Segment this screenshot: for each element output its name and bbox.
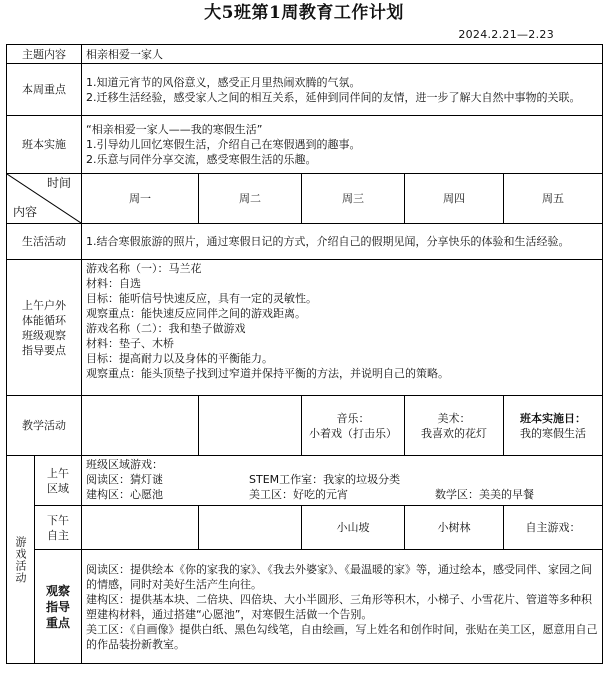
theme-label: 主题内容 bbox=[7, 45, 82, 64]
area-art: 美工区：好吃的元宵 bbox=[249, 488, 348, 501]
morning-area-content bbox=[82, 456, 603, 506]
class-impl-label: 班本实施 bbox=[7, 116, 82, 174]
afternoon-thu: 小树林 bbox=[405, 506, 504, 550]
outdoor-text: 游戏名称（一）：马兰花 材料：自选 目标：能听信号快速反应，具有一定的灵敏性。 观察重点：能快速反应同伴之间的游戏距离。 游戏名称（二）：我和垫子做游戏 材料：垫子、木桥 目标：提高耐力以及身体的平衡能力。 观察重点：能头顶垫子找到过窄道并保持平衡的方法，并说明自己的策略。 bbox=[82, 260, 603, 396]
teaching-fri-text: 我的寒假生活 bbox=[520, 426, 587, 440]
teaching-mon bbox=[82, 396, 199, 456]
page-title: 大5班第1周教育工作计划 bbox=[204, 3, 404, 23]
date-range: 2024.2.21—2.23 bbox=[458, 28, 554, 41]
area-stem: STEM工作室：我家的垃圾分类 bbox=[249, 473, 401, 486]
outdoor-label: 上午户外 体能循环 班级观察 指导要点 bbox=[7, 260, 82, 396]
area-construction: 建构区：心愿池 bbox=[86, 488, 163, 501]
afternoon-wed: 小山坡 bbox=[302, 506, 405, 550]
focus-label: 本周重点 bbox=[7, 64, 82, 116]
area-math: 数学区：美美的早餐 bbox=[435, 488, 534, 501]
header-time-label: 时间 bbox=[46, 176, 71, 190]
guide-label: 观察 指导 重点 bbox=[35, 550, 82, 664]
life-label: 生活活动 bbox=[7, 224, 82, 260]
day-header-thu: 周四 bbox=[405, 174, 504, 224]
area-row-1 bbox=[86, 472, 598, 487]
afternoon-fri: 自主游戏： bbox=[504, 506, 603, 550]
day-header-wed: 周三 bbox=[302, 174, 405, 224]
teaching-wed: 音乐： 小着戏（打击乐） bbox=[302, 396, 405, 456]
area-row-2 bbox=[86, 487, 598, 502]
class-impl-text: “相亲相爱一家人——我的寒假生活” 1.引导幼儿回忆寒假生活，介绍自己在寒假遇到的趣事。 2.乐意与同伴分享交流，感受寒假生活的乐趣。 bbox=[82, 116, 603, 174]
afternoon-tue bbox=[199, 506, 302, 550]
game-label: 游戏活动 bbox=[7, 456, 35, 664]
teaching-label: 教学活动 bbox=[7, 396, 82, 456]
teaching-fri bbox=[504, 396, 603, 456]
guide-text: 阅读区：提供绘本《你的家我的家》、《我去外婆家》、《最温暖的家》等，通过绘本，感受同伴、家园之间的情感，同时对美好生活产生向往。 建构区：提供基本块、二倍块、四倍块、大小半圆形、三角形等积木，小梯子、小雪花片、管道等多种积塑建构材料，通过搭建“心愿池”，对寒假生活做一个告别。 美工区：《自画像》提供白纸、黑色勾线笔，自由绘画，写上姓名和创作时间，张贴在美工区，愿意用自己的作品装扮新教室。 bbox=[82, 550, 603, 664]
morning-area-label: 上午 区域 bbox=[35, 456, 82, 506]
header-diagonal-cell bbox=[7, 174, 82, 224]
day-header-fri: 周五 bbox=[504, 174, 603, 224]
theme-value: 相亲相爱一家人 bbox=[82, 45, 603, 64]
plan-table bbox=[6, 44, 603, 664]
afternoon-mon bbox=[82, 506, 199, 550]
teaching-tue bbox=[199, 396, 302, 456]
teaching-thu: 美术： 我喜欢的花灯 bbox=[405, 396, 504, 456]
focus-text: 1.知道元宵节的风俗意义，感受正月里热闹欢腾的气氛。 2.迁移生活经验，感受家人之间的相互关系，延伸到同伴间的友情，进一步了解大自然中事物的关联。 bbox=[82, 64, 603, 116]
morning-area-intro: 班级区域游戏： bbox=[86, 458, 163, 471]
afternoon-label: 下午 自主 bbox=[35, 506, 82, 550]
life-text: 1.结合寒假旅游的照片，通过寒假日记的方式，介绍自己的假期见闻，分享快乐的体验和生活经验。 bbox=[82, 224, 603, 260]
header-content-label: 内容 bbox=[13, 205, 38, 219]
teaching-fri-title: 班本实施日： bbox=[520, 411, 587, 425]
day-header-tue: 周二 bbox=[199, 174, 302, 224]
area-reading: 阅读区：猜灯谜 bbox=[86, 473, 163, 486]
day-header-mon: 周一 bbox=[82, 174, 199, 224]
